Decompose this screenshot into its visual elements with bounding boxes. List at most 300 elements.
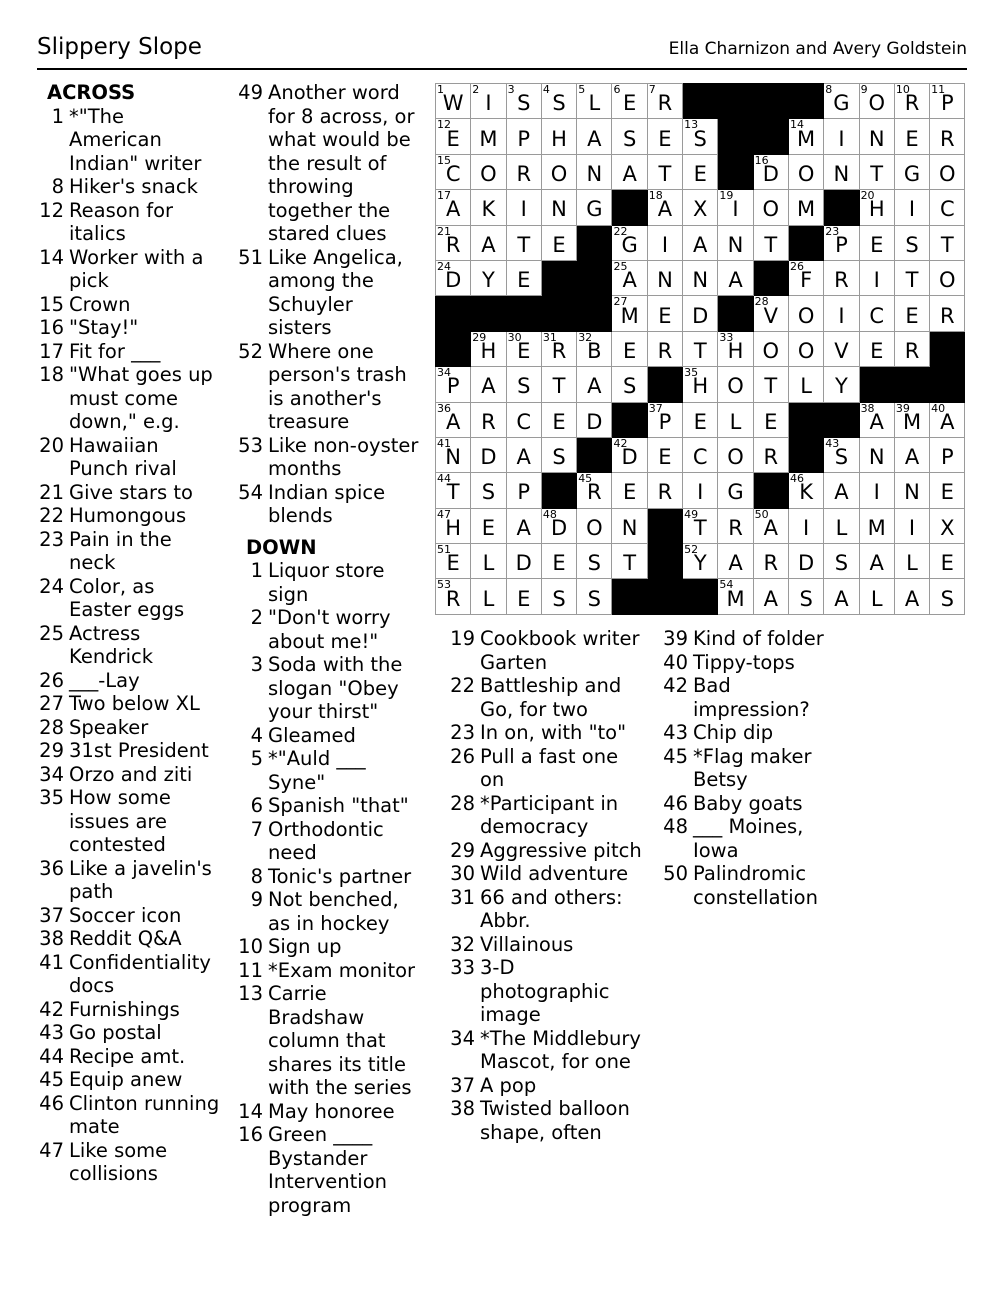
clue-number: 1 <box>51 104 64 128</box>
cell-letter: P <box>446 374 460 399</box>
grid-cell <box>612 260 647 295</box>
grid-cell <box>471 119 506 154</box>
cell-number: 31 <box>542 330 557 344</box>
clue-number: 26 <box>450 744 475 768</box>
grid-cell <box>612 84 647 119</box>
black-square <box>436 296 471 331</box>
clue-text: 31st President <box>69 739 209 762</box>
clue-col3-22 <box>448 674 648 721</box>
clue-text: Fit for ___ <box>69 339 161 363</box>
cell-letter: R <box>657 91 673 116</box>
header-rule <box>37 68 967 70</box>
clue-text: Soccer icon <box>69 903 182 927</box>
cell-letter: R <box>657 338 673 363</box>
cell-letter: F <box>800 268 813 293</box>
down-clues-column-4 <box>661 627 841 909</box>
cell-letter: T <box>658 161 672 186</box>
grid-cell <box>506 437 541 472</box>
cell-letter: R <box>657 480 673 505</box>
clue-col1-43 <box>37 1021 220 1045</box>
clue-col1-34 <box>37 763 220 787</box>
cell-letter: O <box>868 91 885 116</box>
grid-cell <box>683 119 718 154</box>
clue-text: Where one person's trash is another's treasure <box>268 339 407 433</box>
cell-letter: H <box>445 515 462 540</box>
cell-letter: P <box>517 126 531 151</box>
cell-letter: A <box>481 374 496 399</box>
grid-cell <box>718 473 753 508</box>
cell-number: 20 <box>860 189 875 203</box>
cell-letter: H <box>480 338 497 363</box>
cell-letter: D <box>586 409 603 434</box>
grid-cell <box>859 225 894 260</box>
grid-cell <box>577 579 612 614</box>
cell-letter: G <box>727 480 744 505</box>
cell-letter: E <box>658 126 672 151</box>
cell-letter: E <box>764 409 778 434</box>
cell-letter: E <box>905 303 919 328</box>
cell-letter: S <box>552 91 566 116</box>
grid-cell <box>859 190 894 225</box>
grid-cell <box>824 84 859 119</box>
grid-cell <box>788 508 823 543</box>
clue-col1-16 <box>37 316 220 340</box>
cell-number: 54 <box>719 578 734 592</box>
grid-cell <box>577 473 612 508</box>
grid-cell <box>894 544 929 579</box>
cell-letter: O <box>939 161 956 186</box>
cell-letter: Y <box>835 374 848 399</box>
cell-letter: T <box>940 232 954 257</box>
clue-number: 27 <box>39 692 64 715</box>
cell-letter: D <box>762 161 779 186</box>
clue-text: *"Auld ___ Syne" <box>268 747 366 794</box>
clue-number: 3 <box>250 653 263 676</box>
cell-number: 13 <box>684 118 699 132</box>
grid-cell <box>894 225 929 260</box>
cell-letter: E <box>481 515 496 540</box>
grid-cell <box>930 84 965 119</box>
black-square <box>647 544 682 579</box>
cell-letter: A <box>587 374 602 399</box>
grid-cell <box>824 119 859 154</box>
clue-number: 47 <box>39 1138 64 1162</box>
cell-letter: R <box>587 480 602 505</box>
grid-cell <box>612 367 647 402</box>
grid-cell <box>506 225 541 260</box>
clue-number: 39 <box>663 627 688 650</box>
clue-col3-34 <box>448 1027 648 1074</box>
cell-letter: N <box>727 232 744 257</box>
clue-number: 11 <box>238 958 263 982</box>
grid-cell <box>647 119 682 154</box>
grid-cell <box>506 331 541 366</box>
black-square <box>788 437 823 472</box>
grid-cell <box>930 579 965 614</box>
cell-number: 33 <box>719 330 734 344</box>
clue-col4-48 <box>661 815 841 862</box>
cell-letter: H <box>551 126 567 151</box>
cell-number: 3 <box>507 83 515 96</box>
grid-cell <box>894 84 929 119</box>
grid-cell <box>824 437 859 472</box>
clue-number: 28 <box>39 715 64 739</box>
cell-number: 37 <box>648 401 663 415</box>
grid-cell <box>753 225 788 260</box>
grid-cell <box>541 331 576 366</box>
cell-number: 25 <box>613 259 628 273</box>
grid-cell <box>436 508 471 543</box>
clue-number: 43 <box>663 721 688 744</box>
cell-letter: E <box>517 268 531 293</box>
clue-text: "What goes up must come down," e.g. <box>69 363 213 433</box>
grid-cell <box>506 154 541 189</box>
grid-cell <box>753 544 788 579</box>
grid-cell <box>824 296 859 331</box>
clue-text: Like non-oyster months <box>268 433 419 480</box>
clue-col1-8 <box>37 175 220 199</box>
grid-cell <box>894 437 929 472</box>
clue-col1-15 <box>37 293 220 317</box>
clue-col3-38 <box>448 1097 648 1144</box>
clue-text: Go postal <box>69 1021 162 1044</box>
grid-cell <box>788 544 823 579</box>
grid-cell <box>436 190 471 225</box>
cell-letter: N <box>445 445 461 470</box>
down-clues-column-3 <box>448 627 648 1144</box>
cell-letter: T <box>870 161 884 186</box>
cell-letter: M <box>620 303 639 328</box>
grid-cell <box>718 437 753 472</box>
grid-cell <box>788 367 823 402</box>
grid-cell <box>718 367 753 402</box>
clue-col2_across-54 <box>236 481 421 528</box>
cell-letter: C <box>445 161 461 186</box>
grid-cell <box>577 119 612 154</box>
cell-letter: R <box>763 445 779 470</box>
clue-text: Not benched, as in hockey <box>268 888 399 935</box>
grid-row <box>436 508 965 543</box>
clue-text: Tonic's partner <box>268 864 412 888</box>
cell-letter: O <box>797 338 815 363</box>
clue-number: 44 <box>39 1044 64 1068</box>
cell-letter: A <box>728 268 743 293</box>
clue-number: 25 <box>39 621 64 645</box>
clue-col3-29 <box>448 839 648 863</box>
black-square <box>753 473 788 508</box>
cell-number: 22 <box>613 224 628 238</box>
clue-number: 8 <box>250 864 263 888</box>
grid-cell <box>824 260 859 295</box>
grid-cell <box>930 437 965 472</box>
grid-cell <box>577 367 612 402</box>
cell-letter: P <box>940 91 954 116</box>
grid-cell <box>859 296 894 331</box>
cell-letter: T <box>623 551 637 576</box>
clue-col1-1 <box>37 105 220 176</box>
clue-col2_down-10 <box>236 935 421 959</box>
cell-letter: Y <box>482 268 495 293</box>
grid-row <box>436 260 965 295</box>
clue-col2_down-7 <box>236 818 421 865</box>
grid-cell <box>577 544 612 579</box>
cell-letter: A <box>445 197 461 222</box>
clue-number: 31 <box>450 885 475 909</box>
clue-col1-44 <box>37 1045 220 1069</box>
grid-cell <box>471 544 506 579</box>
cell-letter: E <box>552 551 566 576</box>
clue-col3-32 <box>448 933 648 957</box>
clue-number: 45 <box>39 1068 64 1091</box>
cell-letter: R <box>481 409 496 434</box>
grid-cell <box>753 296 788 331</box>
grid-cell <box>788 190 823 225</box>
clue-col1-37 <box>37 904 220 928</box>
grid-cell <box>788 119 823 154</box>
clue-col2_down-4 <box>236 724 421 748</box>
clue-text: A pop <box>480 1073 537 1097</box>
grid-cell <box>824 154 859 189</box>
clue-col1-12 <box>37 199 220 246</box>
clue-text: Humongous <box>69 504 187 527</box>
black-square <box>647 508 682 543</box>
clue-number: 50 <box>663 862 688 885</box>
clue-text: Pull a fast one on <box>480 744 619 791</box>
clue-col4-50 <box>661 862 841 909</box>
clues-column-2 <box>236 81 421 1217</box>
cell-letter: E <box>446 126 460 151</box>
grid-row <box>436 296 965 331</box>
grid-row <box>436 437 965 472</box>
grid-cell <box>647 84 682 119</box>
grid-cell <box>859 544 894 579</box>
grid-cell <box>894 296 929 331</box>
cell-letter: P <box>835 232 848 257</box>
cell-letter: E <box>658 303 672 328</box>
clue-text: Liquor store sign <box>268 559 385 606</box>
cell-letter: M <box>479 126 498 151</box>
cell-letter: D <box>445 268 462 293</box>
grid-cell <box>859 260 894 295</box>
clue-number: 30 <box>450 862 475 885</box>
grid-cell <box>436 154 471 189</box>
cell-letter: R <box>904 338 920 363</box>
cell-letter: G <box>903 161 921 186</box>
clue-col3-31 <box>448 886 648 933</box>
grid-cell <box>541 225 576 260</box>
grid-cell <box>471 579 506 614</box>
cell-number: 30 <box>507 330 522 344</box>
grid-row <box>436 331 965 366</box>
grid-cell <box>930 119 965 154</box>
clue-col4-39 <box>661 627 841 651</box>
clue-text: Palindromic constellation <box>693 862 818 909</box>
clue-col2_down-14 <box>236 1100 421 1124</box>
black-square <box>683 84 718 119</box>
clue-text: Furnishings <box>69 997 180 1021</box>
cell-letter: A <box>445 409 461 434</box>
cell-number: 27 <box>613 295 628 309</box>
grid-cell <box>753 508 788 543</box>
clue-col3-23 <box>448 721 648 745</box>
cell-letter: M <box>797 197 816 222</box>
cell-letter: T <box>764 374 778 399</box>
clue-col3-28 <box>448 792 648 839</box>
cell-letter: O <box>480 161 497 186</box>
cell-letter: E <box>552 232 566 257</box>
clue-col1-36 <box>37 857 220 904</box>
cell-letter: I <box>838 303 845 328</box>
grid-cell <box>683 296 718 331</box>
down-heading: DOWN <box>246 535 317 559</box>
cell-letter: E <box>517 586 531 611</box>
cell-number: 15 <box>437 153 451 167</box>
cell-number: 6 <box>613 83 621 96</box>
cell-number: 5 <box>578 83 586 96</box>
clue-text: *Participant in democracy <box>480 791 619 838</box>
grid-cell <box>541 84 576 119</box>
cell-letter: E <box>446 551 460 576</box>
grid-cell <box>683 473 718 508</box>
cell-letter: W <box>442 91 464 116</box>
grid-cell <box>541 190 576 225</box>
cell-letter: R <box>516 161 532 186</box>
clue-col1-42 <box>37 998 220 1022</box>
cell-letter: A <box>657 197 673 222</box>
cell-number: 51 <box>437 543 451 557</box>
grid-cell <box>506 544 541 579</box>
clue-text: *"The American Indian" writer <box>69 104 202 175</box>
cell-letter: I <box>732 197 739 222</box>
clue-number: 24 <box>39 574 64 598</box>
cell-letter: S <box>517 374 531 399</box>
grid-cell <box>718 579 753 614</box>
cell-letter: S <box>693 126 707 151</box>
cell-letter: A <box>516 515 531 540</box>
cell-letter: D <box>692 303 709 328</box>
grid-cell <box>894 260 929 295</box>
grid-cell <box>930 190 965 225</box>
cell-number: 12 <box>437 118 451 132</box>
cell-number: 35 <box>684 366 699 380</box>
clue-col3-33 <box>448 956 648 1027</box>
clue-number: 19 <box>450 627 475 650</box>
grid-cell <box>894 473 929 508</box>
grid-cell <box>436 473 471 508</box>
clue-text: Kind of folder <box>693 627 824 650</box>
clue-col1-14 <box>37 246 220 293</box>
grid-cell <box>506 579 541 614</box>
grid-cell <box>753 437 788 472</box>
grid-cell <box>683 190 718 225</box>
clue-number: 16 <box>238 1123 263 1146</box>
cell-letter: H <box>727 338 744 363</box>
grid-row <box>436 84 965 119</box>
grid-cell <box>753 154 788 189</box>
clue-text: How some issues are contested <box>69 786 171 856</box>
grid-cell <box>718 508 753 543</box>
grid-cell <box>930 225 965 260</box>
grid-cell <box>753 331 788 366</box>
cell-letter: C <box>939 197 955 222</box>
grid-cell <box>930 296 965 331</box>
clue-col1-46 <box>37 1092 220 1139</box>
black-square <box>824 190 859 225</box>
grid-cell <box>647 154 682 189</box>
cell-letter: T <box>446 480 460 505</box>
puzzle-title: Slippery Slope <box>37 34 202 60</box>
clue-col2_across-49 <box>236 81 421 246</box>
cell-letter: L <box>800 374 812 399</box>
cell-letter: A <box>940 409 955 434</box>
clue-number: 2 <box>250 606 263 629</box>
black-square <box>753 260 788 295</box>
grid-cell <box>647 225 682 260</box>
clue-number: 21 <box>39 480 64 504</box>
clue-text: 3-D photographic image <box>480 956 610 1026</box>
cell-letter: O <box>939 268 956 293</box>
grid-cell <box>612 119 647 154</box>
clue-number: 37 <box>39 903 64 927</box>
cell-letter: V <box>763 303 778 328</box>
cell-number: 23 <box>825 224 840 238</box>
cell-letter: E <box>693 161 707 186</box>
grid-cell <box>683 260 718 295</box>
clue-col2_down-1 <box>236 559 421 606</box>
clue-col1-45 <box>37 1068 220 1092</box>
cell-letter: C <box>692 445 708 470</box>
cell-number: 52 <box>684 543 699 557</box>
grid-cell <box>577 402 612 437</box>
cell-letter: R <box>445 232 461 257</box>
cell-letter: K <box>799 480 813 505</box>
cell-letter: H <box>868 197 885 222</box>
cell-letter: D <box>621 445 638 470</box>
cell-letter: L <box>482 551 495 576</box>
cell-letter: S <box>905 232 919 257</box>
cell-number: 2 <box>472 83 480 96</box>
grid-cell <box>647 190 682 225</box>
clue-number: 23 <box>39 527 64 551</box>
clue-number: 5 <box>250 747 263 770</box>
clue-number: 6 <box>250 794 263 817</box>
cell-letter: R <box>551 338 567 363</box>
clue-col2_down-5 <box>236 747 421 794</box>
grid-cell <box>577 84 612 119</box>
grid-cell <box>824 508 859 543</box>
black-square <box>788 84 823 119</box>
black-square <box>612 402 647 437</box>
cell-letter: M <box>867 515 886 540</box>
clue-number: 45 <box>663 744 688 768</box>
black-square <box>541 296 576 331</box>
clue-col2_down-8 <box>236 865 421 889</box>
clue-number: 53 <box>238 433 263 457</box>
black-square <box>577 225 612 260</box>
clue-col3-30 <box>448 862 648 886</box>
across-clues-column-1 <box>37 81 220 1186</box>
cell-letter: A <box>622 161 637 186</box>
cell-letter: S <box>587 551 601 576</box>
clue-text: Spanish "that" <box>268 794 409 817</box>
grid-cell <box>894 579 929 614</box>
grid-cell <box>683 544 718 579</box>
cell-number: 21 <box>437 224 451 238</box>
clue-col4-42 <box>661 674 841 721</box>
cell-letter: C <box>516 409 532 434</box>
black-square <box>471 296 506 331</box>
clue-number: 29 <box>450 838 475 862</box>
